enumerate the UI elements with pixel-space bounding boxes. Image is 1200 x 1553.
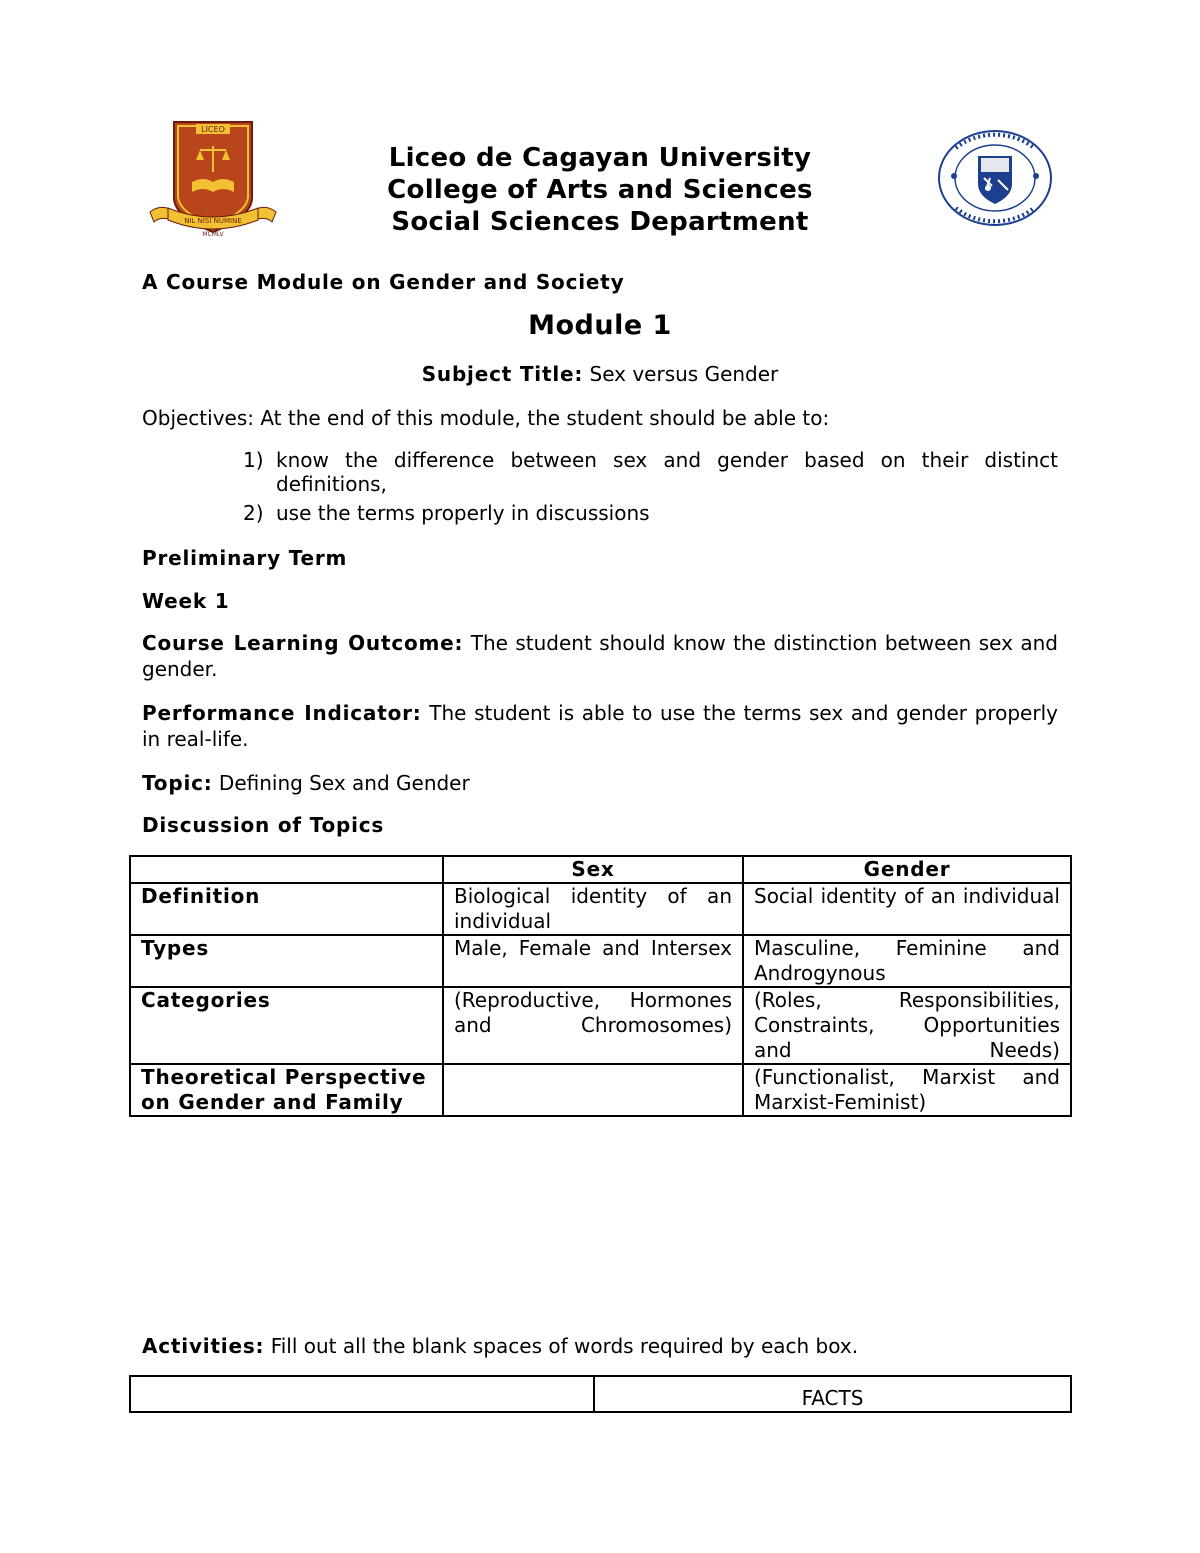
pi-label: Performance Indicator: [142, 701, 422, 725]
activities-text: Fill out all the blank spaces of words required by each box. [270, 1334, 859, 1358]
clo-label: Course Learning Outcome: [142, 631, 464, 655]
table-row [130, 1064, 1071, 1116]
table-header-cell: Sex [443, 856, 743, 883]
gender-cell-text: Masculine, Feminine and Androgynous [754, 936, 1060, 985]
performance-indicator [142, 700, 1058, 752]
subject-title [300, 362, 900, 386]
liceo-shield-icon [148, 120, 278, 242]
sex-cell-text: Male, Female and Intersex [454, 936, 732, 960]
objective-item [243, 501, 1058, 525]
module-title: Module 1 [528, 310, 672, 341]
college-name: College of Arts and Sciences [387, 175, 813, 205]
objectives-intro: Objectives: At the end of this module, the student should be able to: [142, 406, 830, 430]
sex-cell [443, 1064, 743, 1116]
objective-text: know the difference between sex and gender based on their distinct definitions, [276, 448, 1058, 496]
gender-cell [743, 883, 1071, 935]
gender-cell-text: Social identity of an individual [754, 884, 1060, 908]
gender-cell-text: (Functionalist, Marxist and Marxist-Feminist) [754, 1065, 1060, 1114]
discussion-table [129, 855, 1072, 1117]
table-header-row [130, 1376, 1071, 1412]
activities-label: Activities: [142, 1334, 265, 1358]
topic-label: Topic: [142, 771, 213, 795]
row-label: Types [130, 935, 443, 987]
svg-text:NIL NISI NUMINE: NIL NISI NUMINE [184, 217, 242, 225]
subject-title-label: Subject Title: [421, 362, 584, 386]
subject-title-value: Sex versus Gender [589, 362, 779, 386]
svg-text:LICEO: LICEO [201, 125, 225, 134]
facts-table [129, 1375, 1072, 1413]
sex-cell [443, 883, 743, 935]
pi-text: The student is able to use the terms sex and gender properly in real-life. [142, 701, 1058, 751]
sex-cell-text: (Reproductive, Hormones and Chromosomes) [454, 988, 732, 1037]
document-header [300, 142, 900, 238]
table-row [130, 883, 1071, 935]
course-learning-outcome [142, 630, 1058, 682]
objective-number: 2) [243, 501, 264, 525]
table-row [130, 935, 1071, 987]
gender-cell [743, 987, 1071, 1064]
sex-cell-text: Biological identity of an individual [454, 884, 732, 933]
discussion-heading: Discussion of Topics [142, 813, 385, 837]
sex-cell [443, 935, 743, 987]
topic-text: Defining Sex and Gender [218, 771, 470, 795]
table-row [130, 987, 1071, 1064]
topic-line [142, 770, 1058, 796]
term-heading: Preliminary Term [142, 546, 348, 570]
facts-left-cell [130, 1376, 594, 1412]
sex-cell [443, 987, 743, 1064]
facts-header-cell: FACTS [594, 1376, 1071, 1412]
week-heading: Week 1 [142, 589, 230, 613]
gender-cell [743, 935, 1071, 987]
table-header-cell: Gender [743, 856, 1071, 883]
course-module-line: A Course Module on Gender and Society [142, 270, 625, 294]
department-name: Social Sciences Department [391, 207, 809, 237]
college-seal-icon [936, 128, 1054, 228]
gender-cell [743, 1064, 1071, 1116]
row-label: Theoretical Perspective on Gender and Family [130, 1064, 443, 1116]
row-label: Definition [130, 883, 443, 935]
gender-cell-text: (Roles, Responsibilities, Constraints, Opportunities and Needs) [754, 988, 1060, 1062]
row-label: Categories [130, 987, 443, 1064]
objective-item [243, 448, 1058, 496]
table-header-row [130, 856, 1071, 883]
activities-line [142, 1333, 1058, 1359]
objective-number: 1) [243, 448, 264, 472]
objective-text: use the terms properly in discussions [276, 501, 650, 525]
svg-text:MCMLV: MCMLV [202, 231, 224, 238]
university-name: Liceo de Cagayan University [388, 143, 812, 173]
table-header-cell [130, 856, 443, 883]
clo-text: The student should know the distinction between sex and gender. [142, 631, 1059, 681]
